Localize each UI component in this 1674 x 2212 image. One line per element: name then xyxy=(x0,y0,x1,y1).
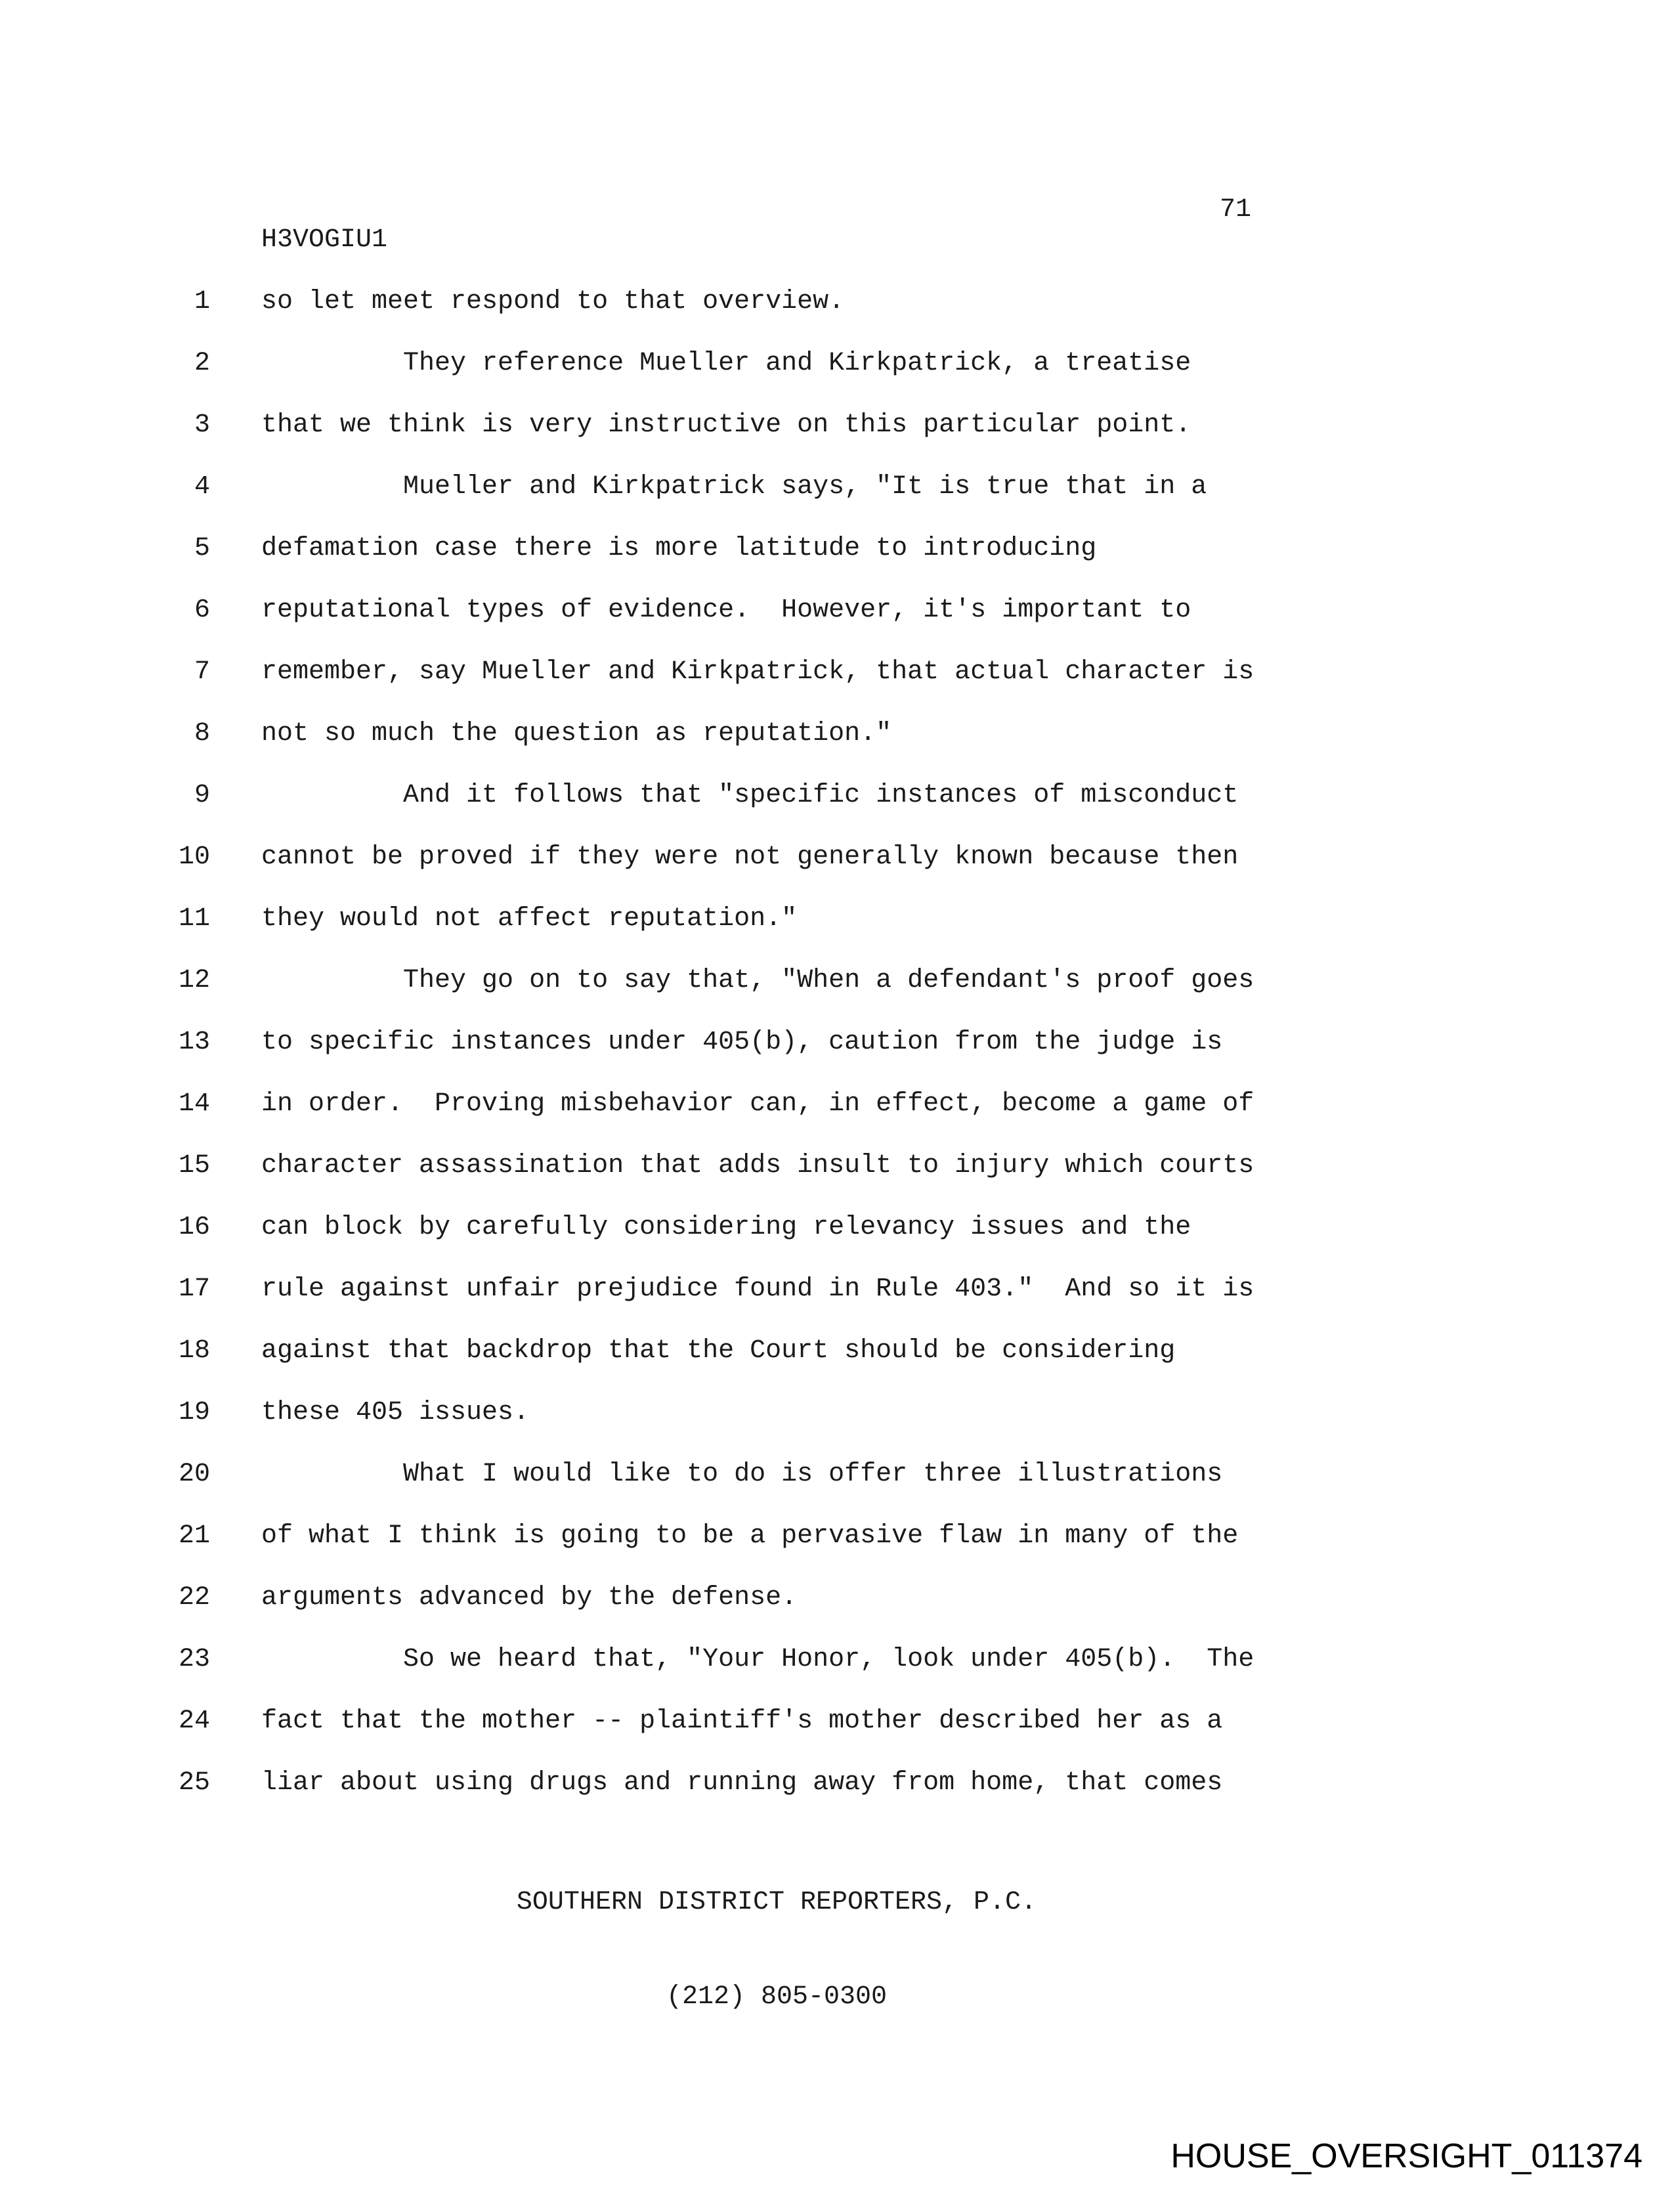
line-text: character assassination that adds insult to injury which courts xyxy=(261,1151,1255,1181)
line-number: 11 xyxy=(178,904,210,934)
page-number: 71 xyxy=(1220,195,1252,225)
transcript-line xyxy=(0,1085,1674,1124)
line-text: so let meet respond to that overview. xyxy=(261,287,845,316)
line-number: 5 xyxy=(194,534,210,563)
line-number: 2 xyxy=(194,349,210,378)
line-text: fact that the mother -- plaintiff's mother described her as a xyxy=(261,1706,1223,1736)
line-number: 24 xyxy=(178,1706,210,1736)
transcript-line xyxy=(0,344,1674,383)
transcript-line xyxy=(0,529,1674,569)
line-text: they would not affect reputation." xyxy=(261,904,798,934)
transcript-line xyxy=(0,1455,1674,1494)
line-number: 7 xyxy=(194,657,210,687)
line-text: can block by carefully considering relevancy issues and the xyxy=(261,1213,1191,1242)
line-number: 10 xyxy=(178,842,210,872)
transcript-line xyxy=(0,1393,1674,1433)
line-number: 6 xyxy=(194,596,210,625)
line-text: So we heard that, "Your Honor, look under 405(b). The xyxy=(261,1645,1255,1674)
transcript-line xyxy=(0,653,1674,692)
transcript-line xyxy=(0,406,1674,445)
line-text: And it follows that "specific instances of misconduct xyxy=(261,781,1239,810)
line-text: They reference Mueller and Kirkpatrick, a treatise xyxy=(261,349,1191,378)
line-number: 13 xyxy=(178,1028,210,1057)
transcript-line xyxy=(0,900,1674,939)
reporter-name: SOUTHERN DISTRICT REPORTERS, P.C. xyxy=(516,1888,1037,1917)
line-number: 3 xyxy=(194,410,210,440)
transcript-line xyxy=(0,1578,1674,1618)
line-number: 25 xyxy=(178,1768,210,1798)
transcript-line xyxy=(0,1332,1674,1371)
transcript-line xyxy=(0,1702,1674,1741)
line-number: 18 xyxy=(178,1336,210,1366)
line-number: 12 xyxy=(178,966,210,995)
case-code: H3VOGIU1 xyxy=(261,225,388,255)
line-number: 19 xyxy=(178,1398,210,1427)
transcript-line xyxy=(0,961,1674,1001)
line-text: cannot be proved if they were not generally known because then xyxy=(261,842,1239,872)
line-text: of what I think is going to be a pervasive flaw in many of the xyxy=(261,1521,1239,1551)
line-text: Mueller and Kirkpatrick says, "It is true that in a xyxy=(261,472,1207,502)
line-text: reputational types of evidence. However, it's important to xyxy=(261,596,1191,625)
line-text: not so much the question as reputation." xyxy=(261,719,892,748)
line-text: to specific instances under 405(b), caution from the judge is xyxy=(261,1028,1223,1057)
line-number: 17 xyxy=(178,1274,210,1304)
transcript-line xyxy=(0,467,1674,507)
line-text: arguments advanced by the defense. xyxy=(261,1583,798,1613)
line-text: What I would like to do is offer three illustrations xyxy=(261,1460,1223,1489)
line-number: 14 xyxy=(178,1089,210,1119)
transcript-line xyxy=(0,1517,1674,1556)
line-text: remember, say Mueller and Kirkpatrick, that actual character is xyxy=(261,657,1255,687)
transcript-line xyxy=(0,838,1674,877)
line-text: in order. Proving misbehavior can, in effect, become a game of xyxy=(261,1089,1255,1119)
line-number: 22 xyxy=(178,1583,210,1613)
line-number: 4 xyxy=(194,472,210,502)
transcript-line xyxy=(0,1023,1674,1062)
line-text: these 405 issues. xyxy=(261,1398,530,1427)
transcript-line xyxy=(0,282,1674,322)
line-number: 15 xyxy=(178,1151,210,1181)
bates-number: HOUSE_OVERSIGHT_011374 xyxy=(1170,2137,1642,2175)
line-number: 23 xyxy=(178,1645,210,1674)
transcript-line xyxy=(0,714,1674,754)
transcript-line xyxy=(0,1208,1674,1247)
line-text: liar about using drugs and running away from home, that comes xyxy=(261,1768,1223,1798)
line-number: 8 xyxy=(194,719,210,748)
transcript-line xyxy=(0,591,1674,630)
line-text: against that backdrop that the Court should be considering xyxy=(261,1336,1176,1366)
transcript-line xyxy=(0,1764,1674,1803)
reporter-phone: (212) 805-0300 xyxy=(666,1982,888,2012)
transcript-line xyxy=(0,1146,1674,1186)
line-number: 16 xyxy=(178,1213,210,1242)
line-text: that we think is very instructive on this particular point. xyxy=(261,410,1191,440)
line-number: 1 xyxy=(194,287,210,316)
transcript-line xyxy=(0,776,1674,815)
line-number: 9 xyxy=(194,781,210,810)
transcript-line xyxy=(0,1640,1674,1680)
line-text: They go on to say that, "When a defendant's proof goes xyxy=(261,966,1255,995)
line-text: defamation case there is more latitude to introducing xyxy=(261,534,1097,563)
line-number: 21 xyxy=(178,1521,210,1551)
line-number: 20 xyxy=(178,1460,210,1489)
transcript-line xyxy=(0,1270,1674,1309)
line-text: rule against unfair prejudice found in Rule 403." And so it is xyxy=(261,1274,1255,1304)
reporter-footer xyxy=(0,1824,1553,2045)
